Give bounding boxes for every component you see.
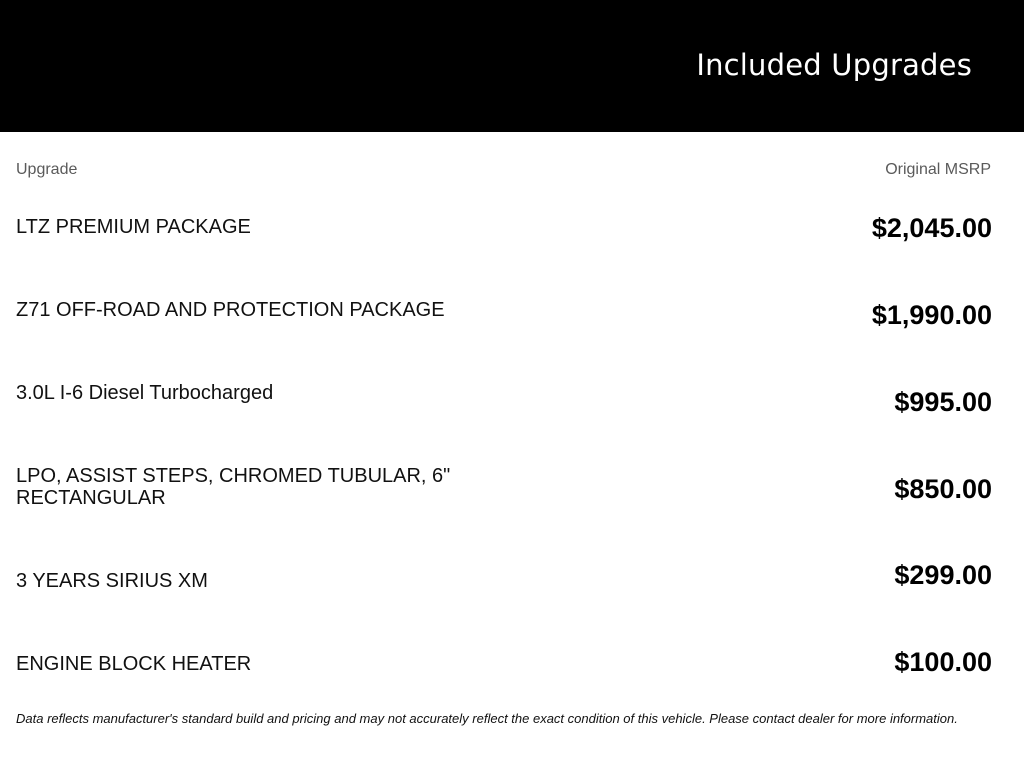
upgrade-name: 3.0L I-6 Diesel Turbocharged [16, 382, 274, 404]
table-row [16, 461, 992, 541]
table-row [16, 212, 992, 292]
upgrade-price: $850.00 [894, 474, 992, 504]
upgrade-price: $995.00 [894, 387, 992, 417]
upgrade-price: $2,045.00 [871, 213, 992, 243]
table-row [16, 560, 992, 640]
upgrade-price: $100.00 [894, 647, 992, 677]
upgrade-name: LPO, ASSIST STEPS, CHROMED TUBULAR, 6" RECTANGULAR [16, 465, 451, 509]
column-header-msrp: Original MSRP [885, 161, 991, 178]
upgrade-name: Z71 OFF-ROAD AND PROTECTION PACKAGE [16, 299, 445, 321]
upgrade-name: LTZ PREMIUM PACKAGE [16, 216, 251, 238]
upgrade-name: 3 YEARS SIRIUS XM [16, 570, 208, 592]
disclaimer-footnote: Data reflects manufacturer's standard build and pricing and may not accurately reflect the exact condition of this vehicle. Please contact dealer for more information. [16, 711, 958, 726]
table-row [16, 295, 992, 375]
column-header-upgrade: Upgrade [16, 161, 78, 178]
upgrade-price: $299.00 [894, 560, 992, 590]
upgrade-price: $1,990.00 [871, 300, 992, 330]
header-bar [0, 0, 1024, 132]
upgrade-name: ENGINE BLOCK HEATER [16, 653, 252, 675]
page-title: Included Upgrades [696, 48, 972, 82]
table-row [16, 378, 992, 458]
